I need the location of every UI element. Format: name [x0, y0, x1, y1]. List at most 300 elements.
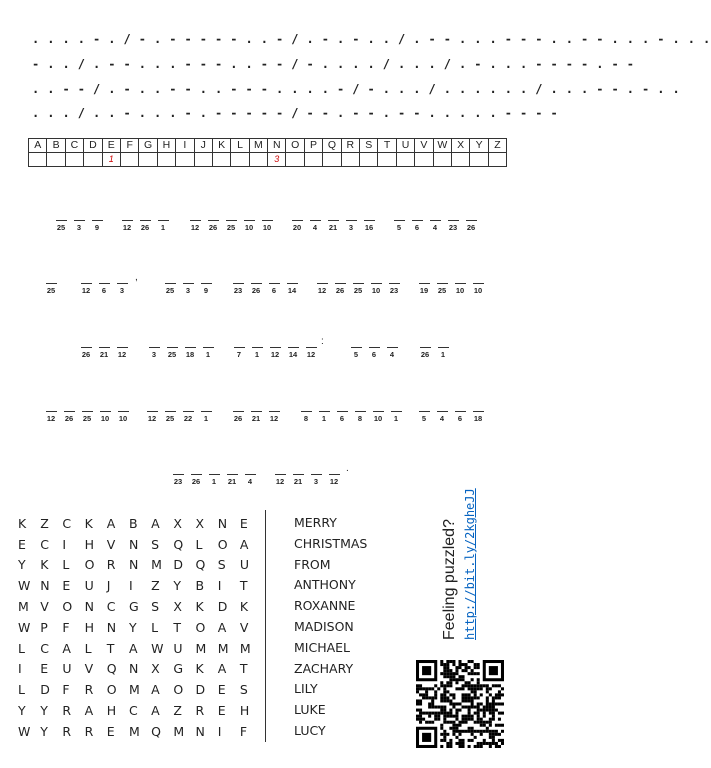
cipher-cell[interactable]: [172, 466, 184, 486]
cipher-cell[interactable]: [166, 339, 178, 359]
answer-blank[interactable]: [99, 339, 110, 348]
answer-blank[interactable]: [173, 466, 184, 475]
cipher-cell[interactable]: [189, 212, 201, 232]
answer-blank[interactable]: [208, 212, 219, 221]
answer-blank[interactable]: [389, 275, 400, 284]
grid-letter[interactable]: L: [18, 640, 25, 656]
grid-letter[interactable]: D: [173, 557, 183, 573]
grid-letter[interactable]: R: [62, 723, 72, 739]
grid-letter[interactable]: Z: [173, 703, 182, 719]
cipher-cell[interactable]: [208, 466, 220, 486]
grid-letter[interactable]: B: [128, 515, 138, 531]
answer-blank[interactable]: [319, 403, 330, 412]
grid-letter[interactable]: I: [128, 578, 133, 594]
cipher-cell[interactable]: [447, 212, 459, 232]
grid-letter[interactable]: N: [84, 599, 94, 615]
key-value-X[interactable]: [451, 153, 469, 167]
cipher-cell[interactable]: [429, 212, 441, 232]
key-value-H[interactable]: [157, 153, 175, 167]
cipher-cell[interactable]: [334, 275, 346, 295]
answer-blank[interactable]: [252, 339, 263, 348]
answer-blank[interactable]: [262, 212, 273, 221]
answer-blank[interactable]: [244, 212, 255, 221]
cipher-cell[interactable]: [182, 275, 194, 295]
grid-letter[interactable]: R: [195, 703, 205, 719]
grid-letter[interactable]: N: [106, 619, 117, 635]
key-value-K[interactable]: [212, 153, 230, 167]
cipher-cell[interactable]: [386, 339, 398, 359]
cipher-cell[interactable]: [45, 275, 57, 295]
grid-letter[interactable]: L: [18, 682, 25, 698]
cipher-cell[interactable]: [274, 466, 286, 486]
cipher-cell[interactable]: [419, 339, 431, 359]
grid-letter[interactable]: Y: [18, 557, 26, 573]
grid-letter[interactable]: O: [62, 599, 73, 615]
grid-letter[interactable]: J: [106, 578, 111, 594]
answer-blank[interactable]: [149, 339, 160, 348]
grid-letter[interactable]: O: [173, 682, 184, 698]
answer-blank[interactable]: [251, 275, 262, 284]
grid-letter[interactable]: I: [62, 536, 67, 552]
grid-letter[interactable]: O: [217, 536, 228, 552]
cipher-cell[interactable]: [327, 212, 339, 232]
cipher-cell[interactable]: [269, 339, 281, 359]
grid-letter[interactable]: S: [239, 682, 248, 698]
answer-blank[interactable]: [46, 403, 57, 412]
cipher-cell[interactable]: [207, 212, 219, 232]
key-value-T[interactable]: [378, 153, 396, 167]
answer-blank[interactable]: [99, 275, 110, 284]
grid-letter[interactable]: I: [18, 661, 22, 677]
grid-letter[interactable]: H: [106, 703, 117, 719]
answer-blank[interactable]: [373, 403, 384, 412]
cipher-cell[interactable]: [309, 212, 321, 232]
key-value-Z[interactable]: [488, 153, 506, 167]
answer-blank[interactable]: [203, 339, 214, 348]
grid-letter[interactable]: E: [62, 578, 71, 594]
grid-letter[interactable]: A: [84, 703, 94, 719]
answer-blank[interactable]: [201, 403, 212, 412]
answer-blank[interactable]: [100, 403, 111, 412]
key-value-A[interactable]: [29, 153, 47, 167]
cipher-cell[interactable]: [63, 403, 75, 423]
key-value-C[interactable]: [65, 153, 83, 167]
cipher-cell[interactable]: [436, 275, 448, 295]
answer-blank[interactable]: [437, 275, 448, 284]
grid-letter[interactable]: K: [195, 661, 204, 677]
answer-blank[interactable]: [92, 212, 103, 221]
answer-blank[interactable]: [147, 403, 158, 412]
grid-letter[interactable]: A: [106, 515, 116, 531]
cipher-cell[interactable]: [190, 466, 202, 486]
cipher-cell[interactable]: [418, 275, 430, 295]
grid-letter[interactable]: C: [40, 640, 49, 656]
cipher-cell[interactable]: [80, 275, 92, 295]
grid-letter[interactable]: Y: [18, 703, 26, 719]
answer-blank[interactable]: [245, 466, 256, 475]
grid-letter[interactable]: N: [128, 557, 139, 573]
cipher-cell[interactable]: [232, 403, 244, 423]
cipher-cell[interactable]: [81, 403, 93, 423]
grid-letter[interactable]: O: [84, 557, 95, 573]
cipher-cell[interactable]: [310, 466, 322, 486]
cipher-cell[interactable]: [121, 212, 133, 232]
grid-letter[interactable]: M: [18, 599, 29, 615]
grid-letter[interactable]: A: [128, 640, 138, 656]
grid-letter[interactable]: V: [239, 619, 249, 635]
grid-letter[interactable]: X: [151, 661, 160, 677]
answer-blank[interactable]: [269, 403, 280, 412]
answer-blank[interactable]: [81, 339, 92, 348]
answer-blank[interactable]: [328, 212, 339, 221]
grid-letter[interactable]: Y: [40, 703, 48, 719]
answer-blank[interactable]: [387, 339, 398, 348]
cipher-cell[interactable]: [148, 339, 160, 359]
answer-blank[interactable]: [275, 466, 286, 475]
grid-letter[interactable]: U: [239, 557, 250, 573]
grid-letter[interactable]: F: [62, 682, 70, 698]
answer-blank[interactable]: [371, 275, 382, 284]
grid-letter[interactable]: B: [195, 578, 205, 594]
cipher-cell[interactable]: [184, 339, 196, 359]
grid-letter[interactable]: A: [239, 536, 249, 552]
grid-letter[interactable]: V: [106, 536, 116, 552]
grid-letter[interactable]: T: [239, 578, 248, 594]
grid-letter[interactable]: N: [217, 515, 228, 531]
cipher-cell[interactable]: [363, 212, 375, 232]
grid-letter[interactable]: T: [239, 661, 248, 677]
grid-letter[interactable]: R: [106, 557, 116, 573]
answer-blank[interactable]: [64, 403, 75, 412]
grid-letter[interactable]: R: [62, 703, 72, 719]
cipher-cell[interactable]: [98, 339, 110, 359]
cipher-cell[interactable]: [352, 275, 364, 295]
cipher-cell[interactable]: [291, 212, 303, 232]
grid-letter[interactable]: Q: [195, 557, 206, 573]
grid-letter[interactable]: U: [84, 578, 94, 594]
grid-letter[interactable]: L: [62, 557, 70, 573]
grid-letter[interactable]: X: [173, 515, 182, 531]
grid-letter[interactable]: L: [195, 536, 203, 552]
grid-letter[interactable]: M: [128, 682, 140, 698]
answer-blank[interactable]: [270, 339, 281, 348]
cipher-cell[interactable]: [91, 212, 103, 232]
grid-letter[interactable]: U: [62, 661, 72, 677]
grid-letter[interactable]: Q: [173, 536, 184, 552]
qr-code-icon[interactable]: [416, 660, 504, 748]
answer-blank[interactable]: [183, 275, 194, 284]
grid-letter[interactable]: X: [195, 515, 205, 531]
answer-blank[interactable]: [346, 212, 357, 221]
grid-letter[interactable]: E: [106, 723, 115, 739]
answer-blank[interactable]: [455, 403, 466, 412]
grid-letter[interactable]: T: [173, 619, 181, 635]
cipher-cell[interactable]: [354, 403, 366, 423]
answer-blank[interactable]: [317, 275, 328, 284]
grid-letter[interactable]: N: [128, 536, 139, 552]
cipher-cell[interactable]: [345, 212, 357, 232]
grid-letter[interactable]: A: [151, 515, 160, 531]
grid-letter[interactable]: Y: [173, 578, 181, 594]
cipher-cell[interactable]: [250, 403, 262, 423]
answer-blank[interactable]: [167, 339, 178, 348]
answer-blank[interactable]: [165, 403, 176, 412]
grid-letter[interactable]: E: [239, 515, 248, 531]
cipher-cell[interactable]: [157, 212, 169, 232]
grid-letter[interactable]: W: [18, 723, 31, 739]
answer-blank[interactable]: [287, 275, 298, 284]
cipher-cell[interactable]: [390, 403, 402, 423]
answer-blank[interactable]: [419, 403, 430, 412]
grid-letter[interactable]: M: [195, 640, 207, 656]
answer-blank[interactable]: [234, 339, 245, 348]
grid-letter[interactable]: H: [239, 703, 250, 719]
answer-blank[interactable]: [311, 466, 322, 475]
cipher-cell[interactable]: [233, 339, 245, 359]
grid-letter[interactable]: C: [106, 599, 116, 615]
answer-blank[interactable]: [329, 466, 340, 475]
grid-letter[interactable]: E: [217, 682, 226, 698]
grid-letter[interactable]: T: [106, 640, 115, 656]
key-value-Q[interactable]: [323, 153, 341, 167]
key-value-M[interactable]: [249, 153, 267, 167]
key-value-V[interactable]: [415, 153, 433, 167]
grid-letter[interactable]: H: [84, 619, 94, 635]
grid-letter[interactable]: Z: [40, 515, 49, 531]
cipher-cell[interactable]: [287, 339, 299, 359]
cipher-cell[interactable]: [437, 339, 449, 359]
grid-letter[interactable]: L: [151, 619, 159, 635]
cipher-cell[interactable]: [465, 212, 477, 232]
answer-blank[interactable]: [140, 212, 151, 221]
cipher-cell[interactable]: [472, 403, 484, 423]
cipher-cell[interactable]: [200, 403, 212, 423]
cipher-cell[interactable]: [164, 403, 176, 423]
grid-letter[interactable]: A: [151, 682, 160, 698]
cipher-cell[interactable]: [393, 212, 405, 232]
cipher-cell[interactable]: [243, 212, 255, 232]
grid-letter[interactable]: F: [62, 619, 70, 635]
grid-letter[interactable]: S: [151, 536, 160, 552]
grid-letter[interactable]: K: [84, 515, 93, 531]
cipher-cell[interactable]: [117, 403, 129, 423]
answer-blank[interactable]: [74, 212, 85, 221]
answer-blank[interactable]: [466, 212, 477, 221]
cipher-cell[interactable]: [200, 275, 212, 295]
cipher-cell[interactable]: [268, 403, 280, 423]
answer-blank[interactable]: [394, 212, 405, 221]
key-value-L[interactable]: [231, 153, 249, 167]
grid-letter[interactable]: S: [217, 557, 226, 573]
cipher-cell[interactable]: [472, 275, 484, 295]
answer-blank[interactable]: [306, 339, 317, 348]
grid-letter[interactable]: K: [239, 599, 249, 615]
answer-blank[interactable]: [251, 403, 262, 412]
key-value-J[interactable]: [194, 153, 212, 167]
answer-blank[interactable]: [355, 403, 366, 412]
grid-letter[interactable]: V: [84, 661, 94, 677]
cipher-cell[interactable]: [80, 339, 92, 359]
cipher-cell[interactable]: [225, 212, 237, 232]
key-value-U[interactable]: [396, 153, 414, 167]
answer-blank[interactable]: [46, 275, 57, 284]
answer-blank[interactable]: [437, 403, 448, 412]
grid-letter[interactable]: Z: [151, 578, 160, 594]
answer-blank[interactable]: [391, 403, 402, 412]
answer-blank[interactable]: [191, 466, 202, 475]
answer-blank[interactable]: [226, 212, 237, 221]
key-value-P[interactable]: [304, 153, 322, 167]
key-value-N[interactable]: 3: [268, 153, 286, 167]
grid-letter[interactable]: N: [128, 661, 139, 677]
cipher-cell[interactable]: [202, 339, 214, 359]
grid-letter[interactable]: R: [84, 682, 94, 698]
cipher-cell[interactable]: [139, 212, 151, 232]
answer-blank[interactable]: [455, 275, 466, 284]
grid-letter[interactable]: O: [195, 619, 206, 635]
answer-blank[interactable]: [292, 212, 303, 221]
cipher-cell[interactable]: [73, 212, 85, 232]
grid-letter[interactable]: R: [84, 723, 94, 739]
grid-letter[interactable]: E: [18, 536, 26, 552]
grid-letter[interactable]: C: [62, 515, 72, 531]
grid-letter[interactable]: I: [217, 723, 222, 739]
grid-letter[interactable]: A: [151, 703, 160, 719]
grid-letter[interactable]: V: [40, 599, 49, 615]
cipher-cell[interactable]: [164, 275, 176, 295]
answer-blank[interactable]: [448, 212, 459, 221]
grid-letter[interactable]: K: [195, 599, 204, 615]
answer-blank[interactable]: [56, 212, 67, 221]
cipher-cell[interactable]: [116, 339, 128, 359]
key-value-G[interactable]: [139, 153, 157, 167]
answer-blank[interactable]: [82, 403, 93, 412]
answer-blank[interactable]: [165, 275, 176, 284]
key-value-I[interactable]: [176, 153, 194, 167]
grid-letter[interactable]: O: [106, 682, 117, 698]
key-value-F[interactable]: [120, 153, 138, 167]
grid-letter[interactable]: X: [173, 599, 182, 615]
key-value-W[interactable]: [433, 153, 451, 167]
answer-blank[interactable]: [190, 212, 201, 221]
grid-letter[interactable]: I: [217, 578, 222, 594]
cipher-cell[interactable]: [45, 403, 57, 423]
cipher-cell[interactable]: [411, 212, 423, 232]
answer-blank[interactable]: [158, 212, 169, 221]
cipher-cell[interactable]: [146, 403, 158, 423]
grid-letter[interactable]: C: [40, 536, 49, 552]
grid-letter[interactable]: G: [128, 599, 139, 615]
key-value-E[interactable]: 1: [102, 153, 120, 167]
grid-letter[interactable]: M: [217, 640, 229, 656]
cipher-cell[interactable]: [55, 212, 67, 232]
answer-blank[interactable]: [473, 403, 484, 412]
key-value-S[interactable]: [360, 153, 378, 167]
key-value-B[interactable]: [47, 153, 65, 167]
answer-blank[interactable]: [351, 339, 362, 348]
answer-blank[interactable]: [310, 212, 321, 221]
grid-letter[interactable]: D: [195, 682, 206, 698]
answer-blank[interactable]: [412, 212, 423, 221]
cipher-cell[interactable]: [244, 466, 256, 486]
key-value-R[interactable]: [341, 153, 359, 167]
grid-letter[interactable]: H: [84, 536, 94, 552]
answer-blank[interactable]: [430, 212, 441, 221]
grid-letter[interactable]: D: [217, 599, 228, 615]
grid-letter[interactable]: A: [62, 640, 71, 656]
grid-letter[interactable]: E: [217, 703, 226, 719]
answer-blank[interactable]: [353, 275, 364, 284]
answer-blank[interactable]: [233, 403, 244, 412]
key-value-Y[interactable]: [470, 153, 488, 167]
grid-letter[interactable]: M: [128, 723, 140, 739]
cipher-cell[interactable]: [436, 403, 448, 423]
answer-blank[interactable]: [183, 403, 194, 412]
cipher-cell[interactable]: [336, 403, 348, 423]
cipher-cell[interactable]: [292, 466, 304, 486]
cipher-cell[interactable]: [350, 339, 362, 359]
answer-blank[interactable]: [293, 466, 304, 475]
answer-blank[interactable]: [233, 275, 244, 284]
grid-letter[interactable]: Y: [128, 619, 137, 635]
cipher-cell[interactable]: [261, 212, 273, 232]
cipher-cell[interactable]: [316, 275, 328, 295]
grid-letter[interactable]: Q: [151, 723, 161, 739]
grid-letter[interactable]: W: [18, 578, 31, 594]
cipher-cell[interactable]: [454, 403, 466, 423]
grid-letter[interactable]: U: [173, 640, 183, 656]
answer-blank[interactable]: [335, 275, 346, 284]
answer-blank[interactable]: [438, 339, 449, 348]
grid-letter[interactable]: W: [18, 619, 31, 635]
grid-letter[interactable]: L: [84, 640, 92, 656]
cipher-cell[interactable]: [328, 466, 340, 486]
grid-letter[interactable]: K: [40, 557, 49, 573]
grid-letter[interactable]: F: [239, 723, 248, 739]
cipher-cell[interactable]: [98, 275, 110, 295]
answer-blank[interactable]: [201, 275, 212, 284]
grid-letter[interactable]: M: [173, 723, 185, 739]
cipher-cell[interactable]: [268, 275, 280, 295]
grid-letter[interactable]: Y: [40, 723, 48, 739]
grid-letter[interactable]: M: [151, 557, 162, 573]
cipher-cell[interactable]: [418, 403, 430, 423]
cipher-cell[interactable]: [182, 403, 194, 423]
answer-blank[interactable]: [185, 339, 196, 348]
grid-letter[interactable]: K: [18, 515, 27, 531]
cipher-cell[interactable]: [99, 403, 111, 423]
grid-letter[interactable]: D: [40, 682, 50, 698]
cipher-cell[interactable]: [232, 275, 244, 295]
cipher-cell[interactable]: [250, 275, 262, 295]
cipher-cell[interactable]: [300, 403, 312, 423]
answer-blank[interactable]: [473, 275, 484, 284]
key-value-O[interactable]: [286, 153, 304, 167]
grid-letter[interactable]: M: [239, 640, 251, 656]
grid-letter[interactable]: C: [128, 703, 138, 719]
cipher-cell[interactable]: [454, 275, 466, 295]
cipher-cell[interactable]: [251, 339, 263, 359]
answer-blank[interactable]: [369, 339, 380, 348]
answer-blank[interactable]: [364, 212, 375, 221]
answer-blank[interactable]: [118, 403, 129, 412]
answer-blank[interactable]: [337, 403, 348, 412]
cipher-cell[interactable]: [226, 466, 238, 486]
cipher-cell[interactable]: [368, 339, 380, 359]
answer-blank[interactable]: [117, 339, 128, 348]
grid-letter[interactable]: S: [151, 599, 160, 615]
answer-blank[interactable]: [419, 275, 430, 284]
